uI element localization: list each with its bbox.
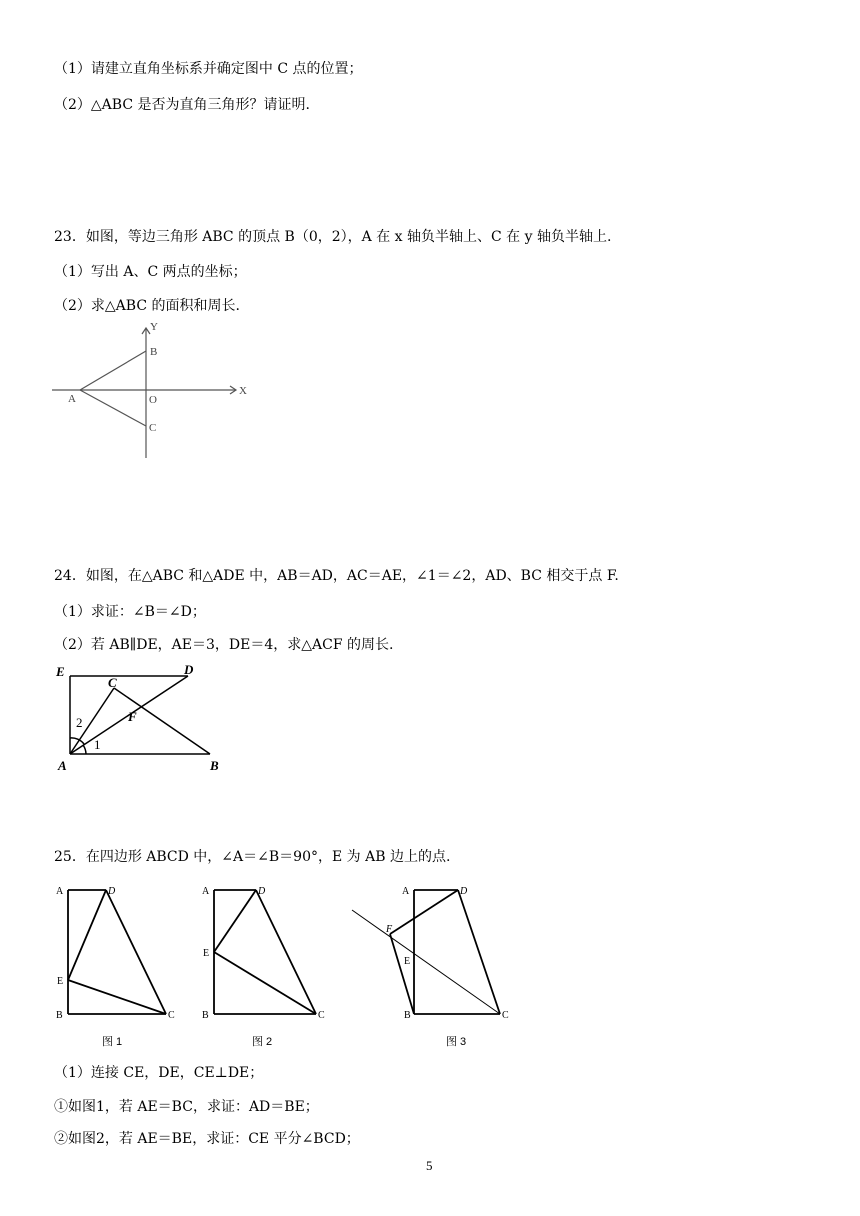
segment-DE [214, 890, 256, 952]
q25-sub1: ①如图1，若 AE＝BC，求证：AD＝BE； [54, 1099, 319, 1115]
fig2-B-label: B [202, 1010, 209, 1021]
fig3-C-label: C [502, 1010, 509, 1021]
q25-figure-2 [196, 880, 336, 1030]
q25-figure-1 [50, 880, 190, 1030]
fig2-C-label: C [318, 1010, 325, 1021]
point-C-label: C [108, 675, 117, 690]
segment-DF [390, 890, 458, 934]
fig3-caption: 图 3 [446, 1036, 467, 1048]
fig1-C-label: C [168, 1010, 175, 1021]
side-AC [80, 390, 146, 426]
fig2-D-label: D [258, 886, 266, 897]
q22-part2: （2）△ABC 是否为直角三角形？请证明. [54, 97, 310, 113]
segment-FB [390, 934, 414, 1014]
side-AB [80, 351, 146, 390]
point-O-label: O [149, 394, 157, 406]
fig2-E-label: E [203, 948, 210, 959]
fig3-F-label: F [386, 924, 393, 935]
y-axis-label: Y [150, 321, 158, 333]
fig3-E-label: E [404, 956, 411, 967]
q23-figure [40, 318, 260, 464]
point-D-label: D [184, 662, 194, 677]
q25-stem: 25．在四边形 ABCD 中，∠A＝∠B＝90°，E 为 AB 边上的点. [54, 849, 451, 865]
fig3-D-label: D [460, 886, 468, 897]
fig1-B-label: B [56, 1010, 63, 1021]
q23-part2: （2）求△ABC 的面积和周长. [54, 298, 240, 314]
fig2-caption: 图 2 [252, 1036, 273, 1048]
q24-part2: （2）若 AB∥DE，AE＝3，DE＝4，求△ACF 的周长. [54, 637, 394, 653]
page-number: 5 [426, 1158, 433, 1173]
fig1-caption: 图 1 [102, 1036, 123, 1048]
angle2-label: 2 [76, 715, 83, 730]
q24-part1: （1）求证：∠B＝∠D； [54, 604, 206, 620]
angle1-arc [83, 745, 86, 754]
segment-DC [458, 890, 500, 1014]
q25-part1: （1）连接 CE，DE，CE⊥DE； [54, 1065, 264, 1081]
point-C-label: C [149, 422, 157, 434]
segment-DE [68, 890, 106, 980]
fig1-A-label: A [56, 886, 64, 897]
point-E-label: E [56, 664, 65, 679]
fig1-E-label: E [57, 976, 64, 987]
fig3-A-label: A [402, 886, 410, 897]
point-B-label: B [150, 346, 158, 358]
angle1-label: 1 [94, 737, 101, 752]
q23-part1: （1）写出 A、C 两点的坐标； [54, 264, 247, 280]
point-B-label: B [210, 758, 219, 773]
point-A-label: A [68, 393, 76, 405]
point-A-label: A [58, 758, 67, 773]
q24-figure [50, 660, 240, 778]
q23-stem: 23．如图，等边三角形 ABC 的顶点 B（0，2），A 在 x 轴负半轴上、C 在 y 轴负半轴上. [54, 229, 612, 245]
q25-sub2: ②如图2，若 AE＝BE，求证：CE 平分∠BCD； [54, 1131, 360, 1147]
q22-part1: （1）请建立直角坐标系并确定图中 C 点的位置； [54, 61, 363, 77]
fig3-B-label: B [404, 1010, 411, 1021]
x-axis-label: X [239, 385, 247, 397]
fig2-A-label: A [202, 886, 210, 897]
q24-stem: 24．如图，在△ABC 和△ADE 中，AB＝AD，AC＝AE，∠1＝∠2，AD、BC 相交于点 F. [54, 568, 619, 584]
line-through-F-C [352, 910, 500, 1014]
q25-figure-3 [350, 880, 520, 1030]
point-F-label: F [128, 709, 137, 724]
fig1-D-label: D [108, 886, 116, 897]
